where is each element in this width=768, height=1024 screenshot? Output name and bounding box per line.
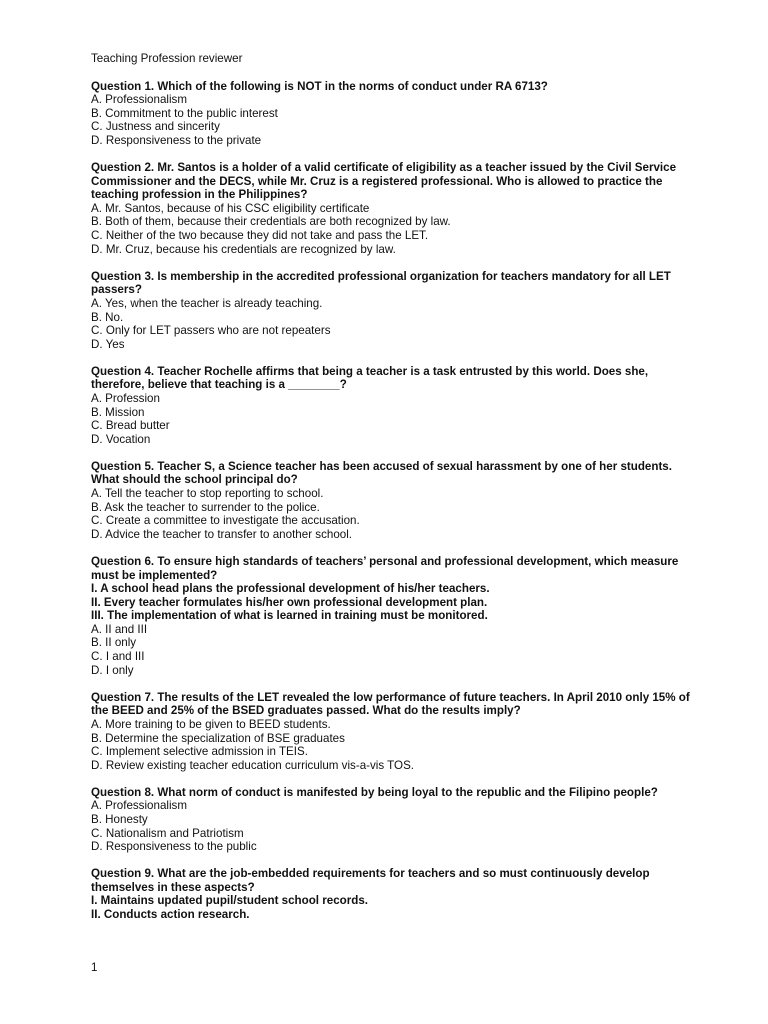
question-text: Question 7. The results of the LET revealed the low performance of future teachers. In April 2010 only 15% of the BEED and 25% of the BSED graduates passed. What do the results imply? bbox=[91, 690, 690, 718]
question-text: Question 8. What norm of conduct is manifested by being loyal to the republic and the Filipino people? bbox=[91, 785, 658, 799]
question-text: Question 6. To ensure high standards of teachers’ personal and professional development, which measure must be implemented? bbox=[91, 554, 679, 582]
answer-option: C. Nationalism and Patriotism bbox=[91, 826, 244, 840]
answer-option: A. Profession bbox=[91, 391, 160, 405]
answer-option: C. Bread butter bbox=[91, 419, 170, 433]
question-statement: II. Conducts action research. bbox=[91, 908, 250, 922]
question-7 bbox=[91, 691, 691, 773]
question-5 bbox=[91, 460, 691, 542]
question-6 bbox=[91, 555, 691, 677]
answer-option: B. II only bbox=[91, 636, 137, 650]
answer-option: D. Review existing teacher education curriculum vis-a-vis TOS. bbox=[91, 758, 415, 772]
answer-option: A. Professionalism bbox=[91, 93, 188, 107]
question-text: Question 3. Is membership in the accredited professional organization for teachers mandatory for all LET passers? bbox=[91, 269, 671, 297]
answer-option: B. Both of them, because their credentials are both recognized by law. bbox=[91, 215, 451, 229]
question-9 bbox=[91, 867, 691, 921]
answer-option: B. Honesty bbox=[91, 813, 148, 826]
question-statement: III. The implementation of what is learned in training must be monitored. bbox=[91, 609, 488, 623]
answer-option: D. Responsiveness to the private bbox=[91, 133, 262, 147]
answer-option: C. Justness and sincerity bbox=[91, 120, 220, 134]
answer-option: C. Only for LET passers who are not repeaters bbox=[91, 324, 331, 338]
answer-option: D. Yes bbox=[91, 337, 125, 351]
question-1 bbox=[91, 80, 691, 148]
answer-option: D. Mr. Cruz, because his credentials are recognized by law. bbox=[91, 242, 396, 256]
question-statement: I. Maintains updated pupil/student school records. bbox=[91, 894, 368, 908]
answer-option: B. Mission bbox=[91, 405, 145, 419]
question-3 bbox=[91, 270, 691, 352]
document-title: Teaching Profession reviewer bbox=[91, 52, 243, 65]
answer-option: A. More training to be given to BEED students. bbox=[91, 717, 331, 731]
answer-option: A. II and III bbox=[91, 622, 148, 636]
question-8 bbox=[91, 786, 691, 854]
answer-option: A. Yes, when the teacher is already teaching. bbox=[91, 296, 323, 310]
answer-option: D. Advice the teacher to transfer to another school. bbox=[91, 527, 353, 541]
question-2 bbox=[91, 161, 691, 256]
answer-option: D. Vocation bbox=[91, 432, 151, 446]
question-4 bbox=[91, 365, 691, 447]
document-content bbox=[91, 52, 691, 935]
answer-option: A. Professionalism bbox=[91, 799, 188, 813]
answer-option: A. Tell the teacher to stop reporting to school. bbox=[91, 487, 324, 501]
answer-option: D. Responsiveness to the public bbox=[91, 840, 257, 854]
answer-option: B. Ask the teacher to surrender to the police. bbox=[91, 500, 320, 514]
answer-option: C. Implement selective admission in TEIS. bbox=[91, 745, 308, 759]
question-statement: II. Every teacher formulates his/her own professional development plan. bbox=[91, 595, 488, 609]
question-statement: I. A school head plans the professional development of his/her teachers. bbox=[91, 582, 490, 596]
answer-option: B. Commitment to the public interest bbox=[91, 106, 278, 120]
answer-option: B. Determine the specialization of BSE graduates bbox=[91, 731, 345, 745]
answer-option: A. Mr. Santos, because of his CSC eligibility certificate bbox=[91, 201, 370, 215]
answer-option: C. I and III bbox=[91, 650, 145, 664]
question-text: Question 9. What are the job-embedded requirements for teachers and so must continuously develop themselves in these aspects? bbox=[91, 867, 650, 894]
answer-option: C. Neither of the two because they did not take and pass the LET. bbox=[91, 229, 429, 243]
answer-option: C. Create a committee to investigate the accusation. bbox=[91, 514, 360, 528]
page-number: 1 bbox=[91, 961, 98, 974]
answer-option: B. No. bbox=[91, 310, 124, 324]
question-text: Question 4. Teacher Rochelle affirms that being a teacher is a task entrusted by this world. Does she, therefore, believe that teaching is a ________? bbox=[91, 364, 649, 392]
question-text: Question 5. Teacher S, a Science teacher has been accused of sexual harassment by one of her students. What should the school principal do? bbox=[91, 459, 672, 487]
question-text: Question 2. Mr. Santos is a holder of a valid certificate of eligibility as a teacher issued by the Civil Service Commissioner and the DECS, while Mr. Cruz is a registered professional. Who is allowed to practice the teaching profession in the Philippines? bbox=[91, 161, 677, 202]
question-text: Question 1. Which of the following is NOT in the norms of conduct under RA 6713? bbox=[91, 79, 548, 93]
answer-option: D. I only bbox=[91, 663, 134, 677]
